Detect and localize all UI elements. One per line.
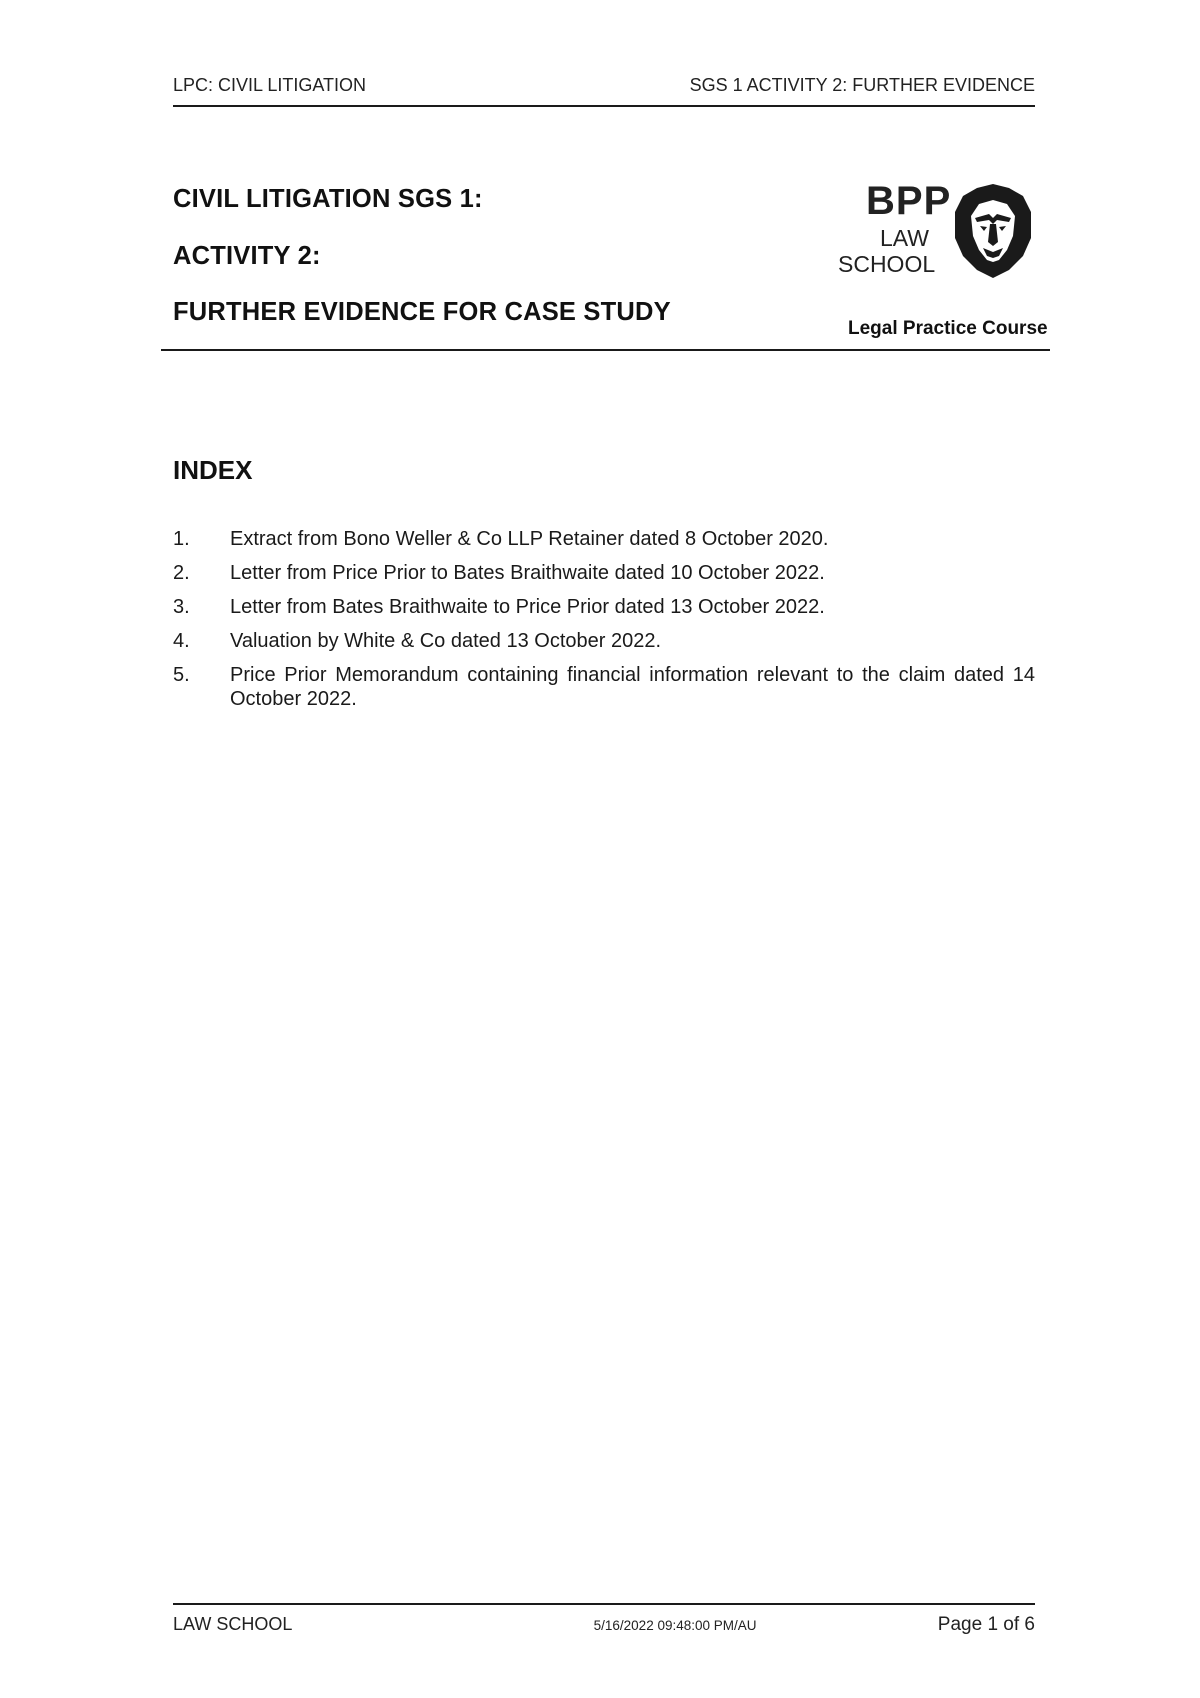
index-item-number: 5. (173, 664, 190, 686)
page-number: Page 1 of 6 (937, 1614, 1035, 1635)
index-item (173, 629, 1035, 653)
footer-timestamp: 5/16/2022 09:48:00 PM/AU (593, 1618, 757, 1633)
running-header-right: SGS 1 ACTIVITY 2: FURTHER EVIDENCE (689, 75, 1035, 95)
footer-divider (173, 1603, 1035, 1605)
document-title-line-2: ACTIVITY 2: (173, 242, 321, 270)
logo-line-school: SCHOOL (838, 251, 936, 277)
index-heading: INDEX (173, 455, 253, 485)
index-item-number: 4. (173, 630, 190, 652)
index-item-text: Letter from Price Prior to Bates Braithwaite dated 10 October 2022. (230, 562, 825, 584)
index-item-number: 1. (173, 528, 190, 550)
index-item (173, 595, 1035, 619)
index-item-text: Valuation by White & Co dated 13 October 2022. (230, 630, 662, 652)
logo-line-law: LAW (880, 225, 929, 251)
header-divider (173, 105, 1035, 107)
document-title-line-1: CIVIL LITIGATION SGS 1: (173, 185, 483, 213)
index-item (173, 663, 1035, 711)
index-item-text: Extract from Bono Weller & Co LLP Retainer dated 8 October 2020. (230, 528, 829, 550)
index-list (173, 527, 1035, 721)
index-item (173, 527, 1035, 551)
page-footer (173, 1614, 1035, 1640)
index-item-number: 3. (173, 596, 190, 618)
index-item (173, 561, 1035, 585)
footer-left: LAW SCHOOL (173, 1614, 293, 1634)
running-header (173, 70, 1035, 96)
running-header-left: LPC: CIVIL LITIGATION (173, 75, 367, 95)
lion-head-icon (953, 182, 1033, 280)
index-item-text: Letter from Bates Braithwaite to Price Prior dated 13 October 2022. (230, 596, 825, 618)
logo-tagline: Legal Practice Course (848, 318, 1048, 339)
logo-brand: BPP (866, 179, 952, 223)
title-divider (161, 349, 1050, 351)
index-item-text: Price Prior Memorandum containing financial information relevant to the claim dated 14 October 2022. (230, 664, 1035, 710)
index-item-number: 2. (173, 562, 190, 584)
document-title-line-3: FURTHER EVIDENCE FOR CASE STUDY (173, 298, 671, 326)
